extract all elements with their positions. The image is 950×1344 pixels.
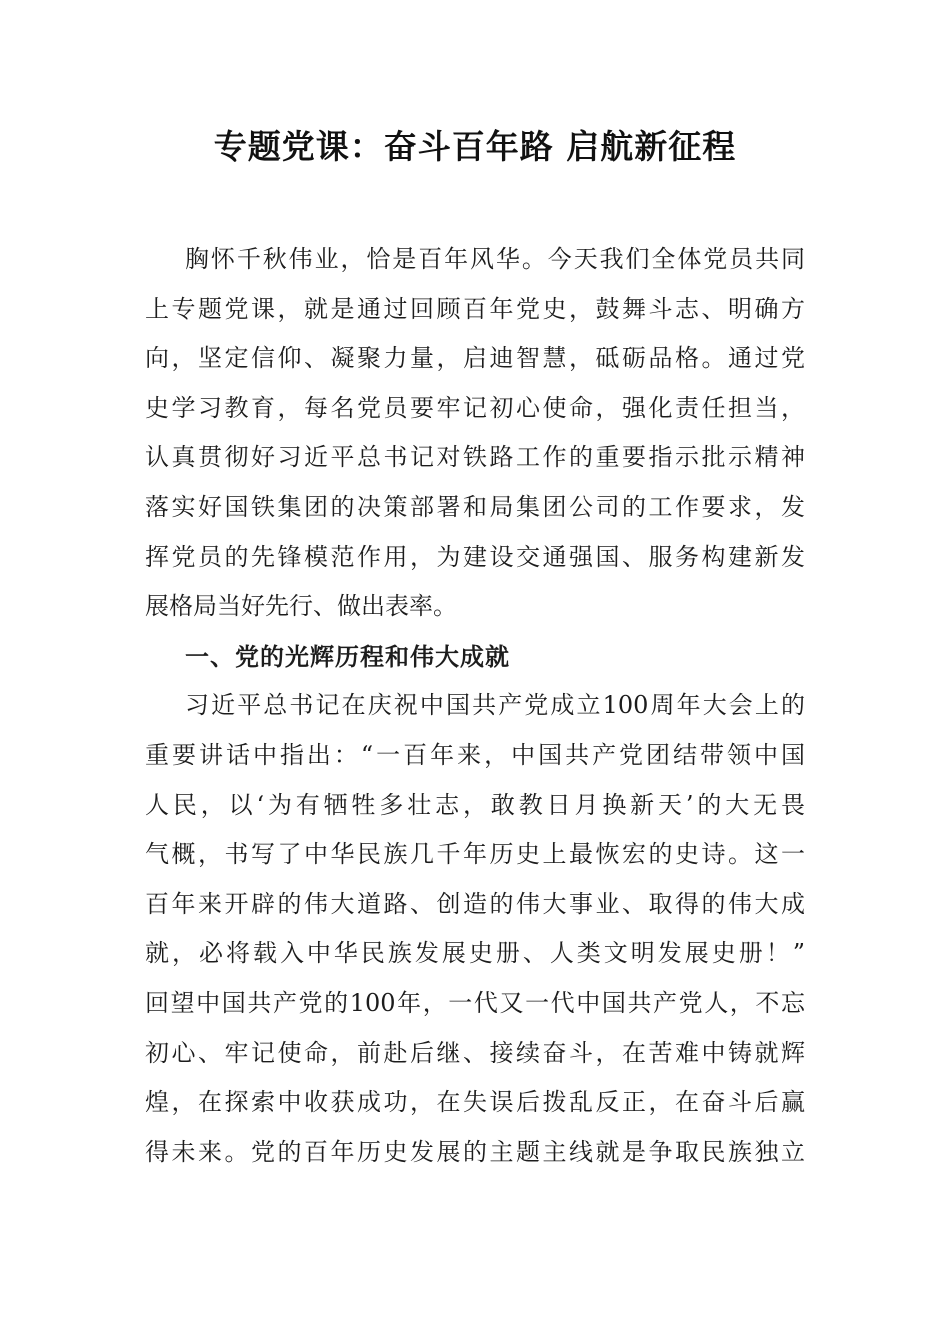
text-line: 回望中国共产党的100年，一代又一代中国共产党人，不忘 — [145, 988, 805, 1017]
text-line: 百年来开辟的伟大道路、创造的伟大事业、取得的伟大成 — [145, 889, 805, 918]
paragraph-intro — [145, 235, 805, 632]
text-line: 得未来。党的百年历史发展的主题主线就是争取民族独立 — [145, 1137, 805, 1166]
text-line: 落实好国铁集团的决策部署和局集团公司的工作要求，发 — [145, 492, 805, 521]
text-line: 向，坚定信仰、凝聚力量，启迪智慧，砥砺品格。通过党 — [145, 344, 805, 373]
text-line: 初心、牢记使命，前赴后继、接续奋斗，在苦难中铸就辉 — [145, 1038, 805, 1067]
text-line: 上专题党课，就是通过回顾百年党史，鼓舞斗志、明确方 — [145, 294, 805, 323]
text-line: 胸怀千秋伟业，恰是百年风华。今天我们全体党员共同 — [185, 245, 805, 273]
text-line: 展格局当好先行、做出表率。 — [145, 592, 457, 621]
text-line: 认真贯彻好习近平总书记对铁路工作的重要指示批示精神 — [145, 443, 805, 472]
section-heading: 一、党的光辉历程和伟大成就 — [185, 641, 510, 671]
document-title: 专题党课：奋斗百年路 启航新征程 — [213, 127, 737, 166]
text-line: 挥党员的先锋模范作用，为建设交通强国、服务构建新发 — [145, 542, 805, 571]
text-line: 气概，书写了中华民族几千年历史上最恢宏的史诗。这一 — [145, 840, 805, 869]
text-line: 习近平总书记在庆祝中国共产党成立100周年大会上的 — [185, 691, 805, 720]
text-line: 煌，在探索中收获成功，在失误后拨乱反正，在奋斗后赢 — [145, 1088, 805, 1117]
text-line: 史学习教育，每名党员要牢记初心使命，强化责任担当， — [145, 393, 805, 422]
document-body — [145, 235, 805, 1177]
text-line: 就，必将载入中华民族发展史册、人类文明发展史册！” — [145, 939, 805, 968]
text-line: 人民，以‘为有牺牲多壮志，敢教日月换新天’的大无畏 — [145, 790, 805, 819]
paragraph-achievements — [145, 681, 805, 1177]
text-line: 重要讲话中指出：“一百年来，中国共产党团结带领中国 — [145, 740, 805, 769]
